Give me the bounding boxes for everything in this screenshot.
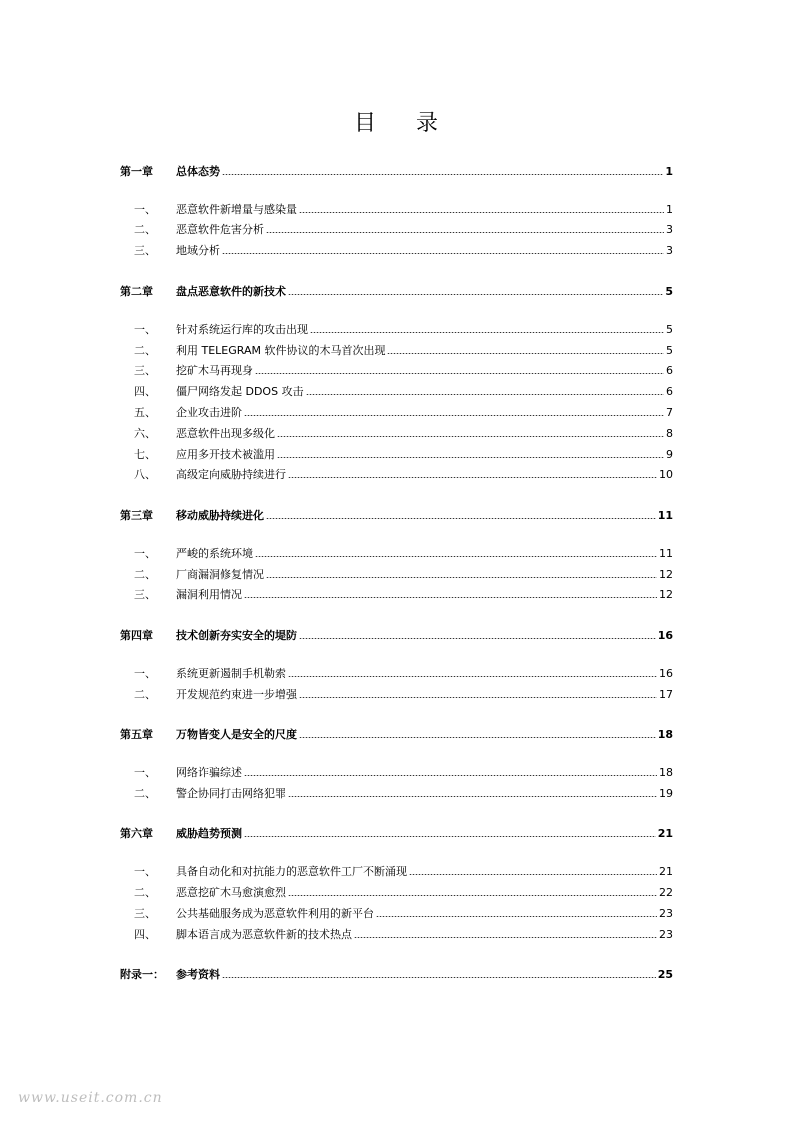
dot-leader (288, 895, 657, 896)
toc-section[interactable] (120, 321, 673, 337)
toc-title: 警企协同打击网络犯罪 (176, 787, 286, 800)
toc-number: 第四章 (120, 629, 153, 642)
toc-chapter[interactable] (120, 627, 673, 643)
toc-page: 1 (665, 164, 673, 178)
toc-page: 12 (659, 587, 673, 601)
toc-section[interactable] (120, 466, 673, 482)
toc-title: 恶意软件新增量与感染量 (176, 203, 297, 216)
toc-number: 第二章 (120, 285, 153, 298)
toc-title: 总体态势 (176, 165, 220, 178)
toc-number: 三、 (134, 907, 156, 920)
toc-page: 23 (659, 927, 673, 941)
toc-page: 3 (666, 222, 673, 236)
toc-page: 21 (657, 826, 673, 840)
toc-appendix[interactable] (120, 966, 673, 982)
toc-page: 9 (666, 447, 673, 461)
toc-page: 8 (666, 426, 673, 440)
toc-title: 技术创新夯实安全的堤防 (176, 629, 297, 642)
toc-section[interactable] (120, 342, 673, 358)
dot-leader (288, 477, 657, 478)
toc-number: 二、 (134, 688, 156, 701)
toc-title: 厂商漏洞修复情况 (176, 568, 264, 581)
toc-title: 恶意软件危害分析 (176, 223, 264, 236)
toc-title: 利用 TELEGRAM 软件协议的木马首次出现 (176, 344, 386, 357)
toc-page: 18 (657, 727, 673, 741)
dot-leader (266, 232, 664, 233)
toc-page: 5 (666, 343, 673, 357)
toc-number: 第六章 (120, 827, 153, 840)
toc-title: 网络诈骗综述 (176, 766, 242, 779)
toc-section[interactable] (120, 221, 673, 237)
toc-number: 三、 (134, 588, 156, 601)
toc-title: 恶意软件出现多级化 (176, 427, 275, 440)
toc-page: 12 (659, 567, 673, 581)
dot-leader (266, 518, 656, 519)
dot-leader (310, 332, 664, 333)
dot-leader (376, 916, 657, 917)
dot-leader (288, 796, 657, 797)
toc-number: 第一章 (120, 165, 153, 178)
toc-page: 1 (666, 202, 673, 216)
toc-section[interactable] (120, 242, 673, 258)
toc-number: 三、 (134, 364, 156, 377)
toc-title: 开发规范约束进一步增强 (176, 688, 297, 701)
toc-title: 地域分析 (176, 244, 220, 257)
toc-number: 一、 (134, 766, 156, 779)
dot-leader (288, 294, 663, 295)
toc-title: 针对系统运行库的攻击出现 (176, 323, 308, 336)
dot-leader (299, 212, 664, 213)
toc-section[interactable] (120, 566, 673, 582)
dot-leader (222, 253, 664, 254)
toc-number: 二、 (134, 223, 156, 236)
toc-title: 僵尸网络发起 DDOS 攻击 (176, 385, 304, 398)
toc-title: 系统更新遏制手机勒索 (176, 667, 286, 680)
toc-number: 二、 (134, 344, 156, 357)
toc-section[interactable] (120, 383, 673, 399)
toc-title: 挖矿木马再现身 (176, 364, 253, 377)
toc-page: 5 (665, 284, 673, 298)
toc-number: 一、 (134, 865, 156, 878)
dot-leader (277, 436, 664, 437)
dot-leader (299, 638, 656, 639)
toc-section[interactable] (120, 764, 673, 780)
toc-page: 11 (659, 546, 673, 560)
toc-page: 21 (659, 864, 673, 878)
toc-chapter[interactable] (120, 163, 673, 179)
dot-leader (306, 394, 664, 395)
toc-section[interactable] (120, 665, 673, 681)
toc-number: 一、 (134, 547, 156, 560)
toc-section[interactable] (120, 425, 673, 441)
toc-title: 公共基础服务成为恶意软件利用的新平台 (176, 907, 374, 920)
toc-title: 盘点恶意软件的新技术 (176, 285, 286, 298)
toc-page: 6 (666, 363, 673, 377)
dot-leader (387, 353, 664, 354)
toc-page: 16 (657, 628, 673, 642)
toc-title: 威胁趋势预测 (176, 827, 242, 840)
toc-title: 高级定向威胁持续进行 (176, 468, 286, 481)
toc-title: 参考资料 (176, 968, 220, 981)
toc-title: 恶意挖矿木马愈演愈烈 (176, 886, 286, 899)
toc-number: 第五章 (120, 728, 153, 741)
toc-page: 10 (659, 467, 673, 481)
toc-title: 移动威胁持续进化 (176, 509, 264, 522)
toc-section[interactable] (120, 586, 673, 602)
toc-page: 6 (666, 384, 673, 398)
toc-section[interactable] (120, 884, 673, 900)
toc-title: 严峻的系统环境 (176, 547, 253, 560)
toc-section[interactable] (120, 785, 673, 801)
dot-leader (299, 697, 657, 698)
toc-number: 第三章 (120, 509, 153, 522)
toc-number: 八、 (134, 468, 156, 481)
toc-title: 漏洞利用情况 (176, 588, 242, 601)
toc-number: 五、 (134, 406, 156, 419)
toc-number: 四、 (134, 385, 156, 398)
toc-title: 应用多开技术被滥用 (176, 448, 275, 461)
toc-page: 16 (659, 666, 673, 680)
toc-title: 具备自动化和对抗能力的恶意软件工厂不断涌现 (176, 865, 407, 878)
toc-number: 四、 (134, 928, 156, 941)
toc-page: 5 (666, 322, 673, 336)
toc-section[interactable] (120, 905, 673, 921)
toc-section[interactable] (120, 686, 673, 702)
toc-chapter[interactable] (120, 825, 673, 841)
dot-leader (255, 373, 664, 374)
toc-page: 3 (666, 243, 673, 257)
dot-leader (244, 775, 657, 776)
toc-page: 23 (659, 906, 673, 920)
toc-number: 一、 (134, 667, 156, 680)
dot-leader (244, 597, 657, 598)
title-char-1: 目 (353, 111, 378, 136)
dot-leader (409, 874, 657, 875)
toc-number: 六、 (134, 427, 156, 440)
toc-page: 25 (657, 967, 673, 981)
toc-number: 一、 (134, 323, 156, 336)
page-title (0, 106, 794, 137)
dot-leader (244, 836, 656, 837)
toc-page: 22 (659, 885, 673, 899)
toc-title: 企业攻击进阶 (176, 406, 242, 419)
dot-leader (244, 415, 664, 416)
toc-section[interactable] (120, 545, 673, 561)
toc-number: 二、 (134, 568, 156, 581)
toc-chapter[interactable] (120, 726, 673, 742)
toc-chapter[interactable] (120, 283, 673, 299)
toc-number: 二、 (134, 787, 156, 800)
toc-page: 19 (659, 786, 673, 800)
toc-number: 二、 (134, 886, 156, 899)
dot-leader (354, 937, 657, 938)
dot-leader (299, 737, 656, 738)
toc-number: 一、 (134, 203, 156, 216)
toc-page: 7 (666, 405, 673, 419)
toc-page: 18 (659, 765, 673, 779)
dot-leader (288, 676, 657, 677)
toc-section[interactable] (120, 362, 673, 378)
dot-leader (255, 556, 657, 557)
toc-section[interactable] (120, 201, 673, 217)
toc-chapter[interactable] (120, 507, 673, 523)
toc-number: 附录一： (120, 968, 164, 981)
dot-leader (277, 457, 664, 458)
dot-leader (266, 577, 657, 578)
toc-page: 11 (657, 508, 673, 522)
toc-number: 七、 (134, 448, 156, 461)
toc-section[interactable] (120, 863, 673, 879)
toc-title: 万物皆变人是安全的尺度 (176, 728, 297, 741)
dot-leader (222, 977, 656, 978)
title-char-2: 录 (416, 111, 441, 136)
toc-section[interactable] (120, 404, 673, 420)
toc-title: 脚本语言成为恶意软件新的技术热点 (176, 928, 352, 941)
dot-leader (222, 174, 663, 175)
toc-section[interactable] (120, 446, 673, 462)
toc-number: 三、 (134, 244, 156, 257)
toc-page: 17 (659, 687, 673, 701)
toc-section[interactable] (120, 926, 673, 942)
watermark: www.useit.com.cn (18, 1090, 163, 1106)
